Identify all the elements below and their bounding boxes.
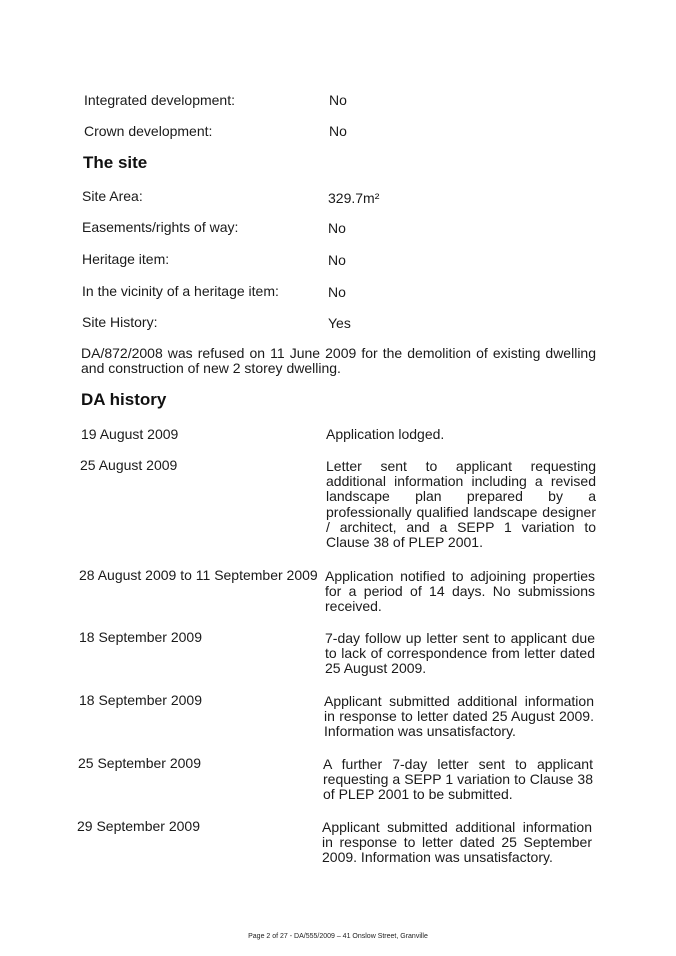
history-description: Applicant submitted additional information in response to letter dated 25 September 2009. Information was unsatisfactory. [322, 819, 592, 866]
heritage-item-value: No [328, 252, 346, 268]
page-footer: Page 2 of 27 - DA/555/2009 – 41 Onslow Street, Granville [248, 933, 428, 940]
heritage-vicinity-value: No [328, 284, 346, 300]
history-date: 18 September 2009 [79, 629, 202, 645]
history-date: 28 August 2009 to 11 September 2009 [79, 567, 318, 583]
history-date: 18 September 2009 [79, 692, 202, 708]
heritage-vicinity-label: In the vicinity of a heritage item: [82, 283, 279, 299]
history-description: Applicant submitted additional information in response to letter dated 25 August 2009. Information was unsatisfactory. [324, 693, 594, 740]
history-description: Application lodged. [326, 426, 445, 442]
site-history-paragraph: DA/872/2008 was refused on 11 June 2009 for the demolition of existing dwelling and construction of new 2 storey dwelling. [81, 345, 596, 376]
history-description: Application notified to adjoining properties for a period of 14 days. No submissions received. [325, 568, 595, 615]
site-history-label: Site History: [82, 314, 158, 330]
history-date: 25 September 2009 [78, 755, 201, 771]
crown-development-label: Crown development: [84, 123, 213, 139]
heritage-item-label: Heritage item: [82, 251, 170, 267]
history-description: A further 7-day letter sent to applicant requesting a SEPP 1 variation to Clause 38 of PLEP 2001 to be submitted. [323, 756, 593, 803]
easements-label: Easements/rights of way: [82, 219, 239, 235]
site-area-label: Site Area: [82, 188, 143, 204]
easements-value: No [328, 220, 346, 236]
site-heading: The site [83, 153, 148, 172]
da-history-heading: DA history [81, 390, 167, 409]
history-date: 25 August 2009 [80, 457, 178, 473]
site-history-value: Yes [328, 315, 351, 331]
integrated-development-value: No [329, 92, 347, 108]
history-description: Letter sent to applicant requesting additional information including a revised landscape plan prepared by a professionally qualified landscape designer / architect, and a SEPP 1 variation to Clause 38 of PLEP 2001. [326, 458, 596, 551]
integrated-development-label: Integrated development: [84, 92, 235, 108]
site-area-value: 329.7m² [328, 190, 380, 206]
history-description: 7-day follow up letter sent to applicant due to lack of correspondence from letter dated 25 August 2009. [325, 630, 595, 677]
crown-development-value: No [329, 123, 347, 139]
history-date: 19 August 2009 [81, 426, 179, 442]
history-date: 29 September 2009 [77, 818, 200, 834]
